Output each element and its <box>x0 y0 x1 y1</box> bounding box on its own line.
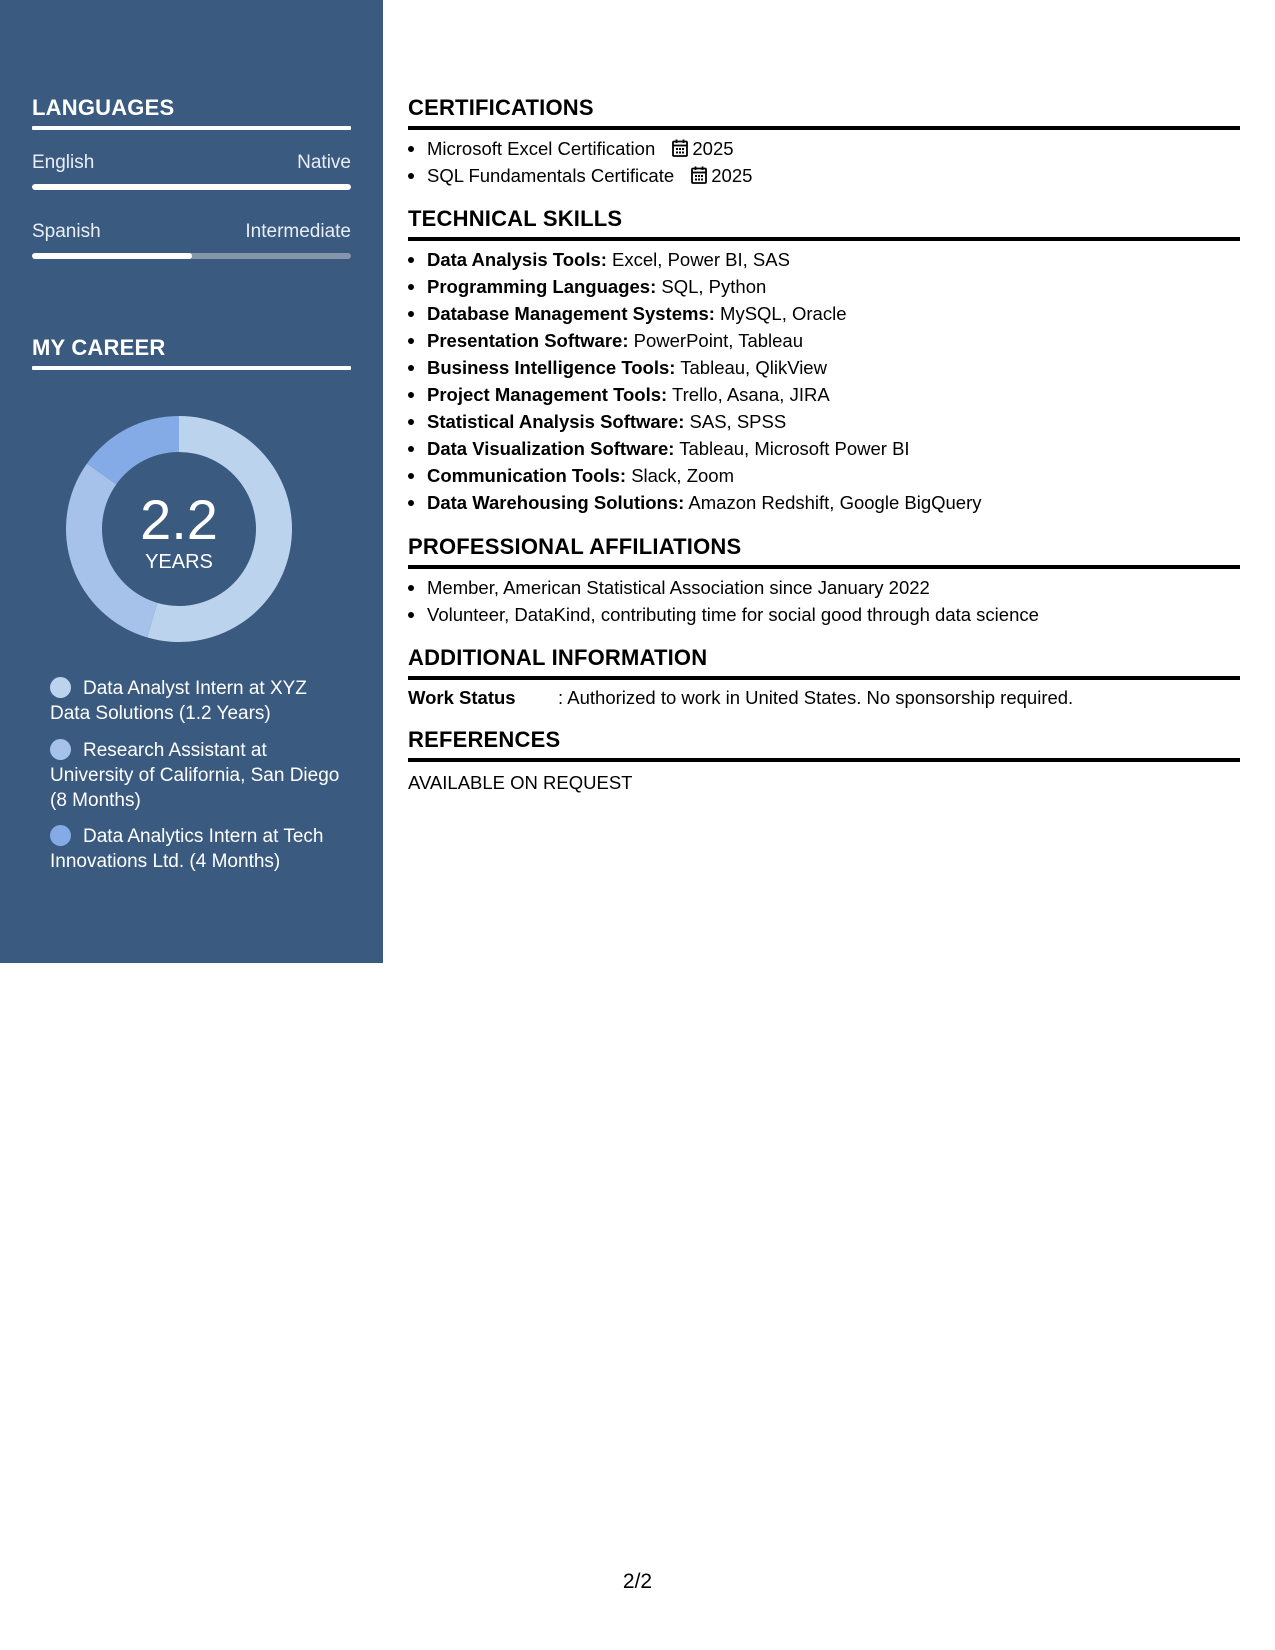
references-text: AVAILABLE ON REQUEST <box>408 772 633 793</box>
skill-label: Data Visualization Software: <box>427 438 675 459</box>
affiliations-heading: PROFESSIONAL AFFILIATIONS <box>408 534 742 559</box>
career-item <box>50 738 340 813</box>
certifications-list <box>408 135 1240 189</box>
language-row-spanish <box>32 221 351 243</box>
career-item <box>50 824 340 874</box>
affiliations-list <box>408 574 1240 628</box>
language-bar-fill <box>32 253 192 259</box>
calendar-icon <box>672 139 688 157</box>
career-donut-svg <box>66 416 292 642</box>
career-item-label: Research Assistant at University of California, San Diego (8 Months) <box>50 740 340 811</box>
career-item-label: Data Analyst Intern at XYZ Data Solutions (1.2 Years) <box>50 678 307 724</box>
certifications-rule <box>408 126 1240 130</box>
technical-skills-heading: TECHNICAL SKILLS <box>408 206 623 231</box>
skill-label: Presentation Software: <box>427 330 629 351</box>
languages-rule <box>32 126 351 130</box>
skill-value: Tableau, QlikView <box>680 357 827 378</box>
work-status-value: : Authorized to work in United States. No sponsorship required. <box>558 687 1074 708</box>
languages-heading: LANGUAGES <box>32 95 175 120</box>
career-item-label: Data Analytics Intern at Tech Innovations Ltd. (4 Months) <box>50 826 324 872</box>
sidebar <box>0 0 383 963</box>
list-item <box>408 327 1240 354</box>
certification-year: 2025 <box>692 138 734 159</box>
additional-info-rule <box>408 676 1240 680</box>
language-name: English <box>32 152 95 173</box>
career-item <box>50 676 340 726</box>
skill-value: SQL, Python <box>661 276 767 297</box>
skill-value: PowerPoint, Tableau <box>633 330 803 351</box>
language-bar-fill <box>32 184 351 190</box>
references-rule <box>408 758 1240 762</box>
additional-info-heading: ADDITIONAL INFORMATION <box>408 645 708 670</box>
list-item <box>408 381 1240 408</box>
language-level: Intermediate <box>245 221 351 242</box>
list-item <box>408 489 1240 516</box>
language-level: Native <box>297 152 351 173</box>
affiliations-rule <box>408 565 1240 569</box>
certification-name: SQL Fundamentals Certificate <box>427 165 675 186</box>
career-total: 2.2 <box>140 488 218 551</box>
career-unit: YEARS <box>145 551 213 573</box>
career-dot-icon <box>50 825 71 846</box>
certifications-heading: CERTIFICATIONS <box>408 95 594 120</box>
skill-label: Programming Languages: <box>427 276 657 297</box>
career-dot-icon <box>50 739 71 760</box>
skill-label: Data Analysis Tools: <box>427 249 607 270</box>
list-item: Volunteer, DataKind, contributing time for social good through data science <box>408 601 1240 628</box>
technical-skills-rule <box>408 237 1240 241</box>
list-item <box>408 162 1240 189</box>
skill-value: Tableau, Microsoft Power BI <box>679 438 910 459</box>
skill-value: Slack, Zoom <box>631 465 734 486</box>
page-number: 2/2 <box>622 1570 653 1593</box>
skill-value: MySQL, Oracle <box>720 303 847 324</box>
technical-skills-list <box>408 246 1240 516</box>
list-item <box>408 462 1240 489</box>
skill-value: Trello, Asana, JIRA <box>672 384 830 405</box>
language-bar-english <box>32 184 351 190</box>
list-item <box>408 354 1240 381</box>
certification-year: 2025 <box>711 165 753 186</box>
list-item <box>408 273 1240 300</box>
list-item <box>408 300 1240 327</box>
language-row-english <box>32 152 351 174</box>
career-heading: MY CAREER <box>32 335 166 360</box>
references-heading: REFERENCES <box>408 727 561 752</box>
career-dot-icon <box>50 677 71 698</box>
calendar-icon <box>691 166 707 184</box>
skill-value: Excel, Power BI, SAS <box>612 249 790 270</box>
work-status-label: Work Status <box>408 687 516 708</box>
language-name: Spanish <box>32 221 101 242</box>
skill-label: Project Management Tools: <box>427 384 668 405</box>
language-bar-spanish <box>32 253 351 259</box>
skill-value: Amazon Redshift, Google BigQuery <box>688 492 982 513</box>
list-item <box>408 408 1240 435</box>
certification-name: Microsoft Excel Certification <box>427 138 656 159</box>
list-item: Member, American Statistical Association since January 2022 <box>408 574 1240 601</box>
work-status-row <box>408 687 1240 709</box>
list-item <box>408 135 1240 162</box>
list-item <box>408 246 1240 273</box>
list-item <box>408 435 1240 462</box>
skill-label: Data Warehousing Solutions: <box>427 492 685 513</box>
skill-label: Database Management Systems: <box>427 303 715 324</box>
skill-value: SAS, SPSS <box>689 411 787 432</box>
skill-label: Communication Tools: <box>427 465 627 486</box>
career-donut-chart <box>66 416 292 642</box>
skill-label: Statistical Analysis Software: <box>427 411 685 432</box>
career-rule <box>32 366 351 370</box>
skill-label: Business Intelligence Tools: <box>427 357 676 378</box>
